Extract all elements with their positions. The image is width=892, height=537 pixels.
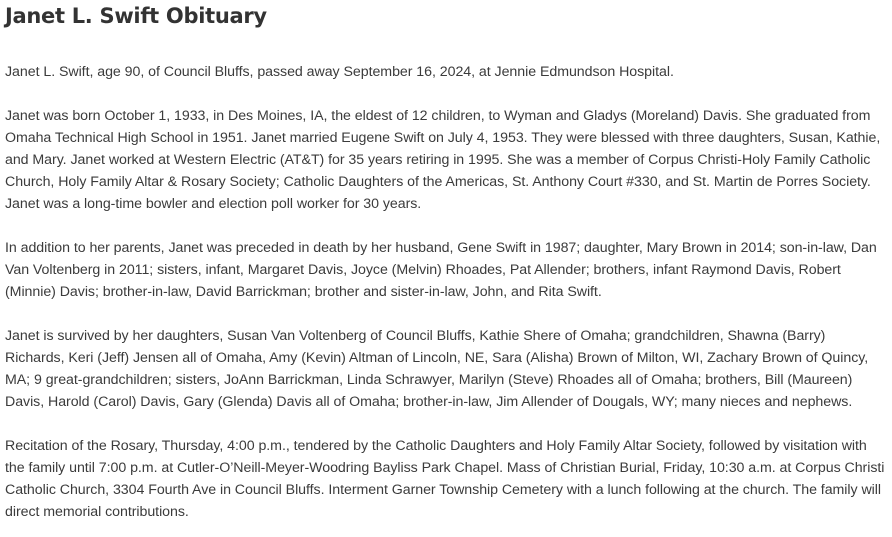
paragraph-services: Recitation of the Rosary, Thursday, 4:00 p.m., tendered by the Catholic Daughters and Holy Family Altar Society, followed by visitation with the family until 7:00 p.m. at Cutler-O’Neill-Meyer-Woodring Bayliss Park Chapel. Mass of Christian Burial, Friday, 10:30 a.m. at Corpus Christi Catholic Church, 3304 Fourth Ave in Council Bluffs. Interment Garner Township Cemetery with a lunch following at the church. The family will direct memorial contributions.: [5, 438, 885, 520]
page-title: Janet L. Swift Obituary: [5, 4, 267, 28]
paragraph-preceded-in-death: In addition to her parents, Janet was preceded in death by her husband, Gene Swift in 1987; daughter, Mary Brown in 2014; son-in-law, Dan Van Voltenberg in 2011; sisters, infant, Margaret Davis, Joyce (Melvin) Rhoades, Pat Allender; brothers, infant Raymond Davis, Robert (Minnie) Davis; brother-in-law, David Barrickman; brother and sister-in-law, John, and Rita Swift.: [5, 240, 877, 300]
paragraph-announcement: Janet L. Swift, age 90, of Council Bluffs, passed away September 16, 2024, at Jennie Edmundson Hospital.: [5, 64, 674, 80]
paragraph-biography: Janet was born October 1, 1933, in Des Moines, IA, the eldest of 12 children, to Wyman and Gladys (Moreland) Davis. She graduated from Omaha Technical High School in 1951. Janet married Eugene Swift on July 4, 1953. They were blessed with three daughters, Susan, Kathie, and Mary. Janet worked at Western Electric (AT&T) for 35 years retiring in 1995. She was a member of Corpus Christi-Holy Family Catholic Church, Holy Family Altar & Rosary Society; Catholic Daughters of the Americas, St. Anthony Court #330, and St. Martin de Porres Society. Janet was a long-time bowler and election poll worker for 30 years.: [5, 108, 881, 212]
paragraph-survivors: Janet is survived by her daughters, Susan Van Voltenberg of Council Bluffs, Kathie Shere of Omaha; grandchildren, Shawna (Barry) Richards, Keri (Jeff) Jensen all of Omaha, Amy (Kevin) Altman of Lincoln, NE, Sara (Alisha) Brown of Milton, WI, Zachary Brown of Quincy, MA; 9 great-grandchildren; sisters, JoAnn Barrickman, Linda Schrawyer, Marilyn (Steve) Rhoades all of Omaha; brothers, Bill (Maureen) Davis, Harold (Carol) Davis, Gary (Glenda) Davis all of Omaha; brother-in-law, Jim Allender of Dougals, WY; many nieces and nephews.: [5, 328, 869, 410]
